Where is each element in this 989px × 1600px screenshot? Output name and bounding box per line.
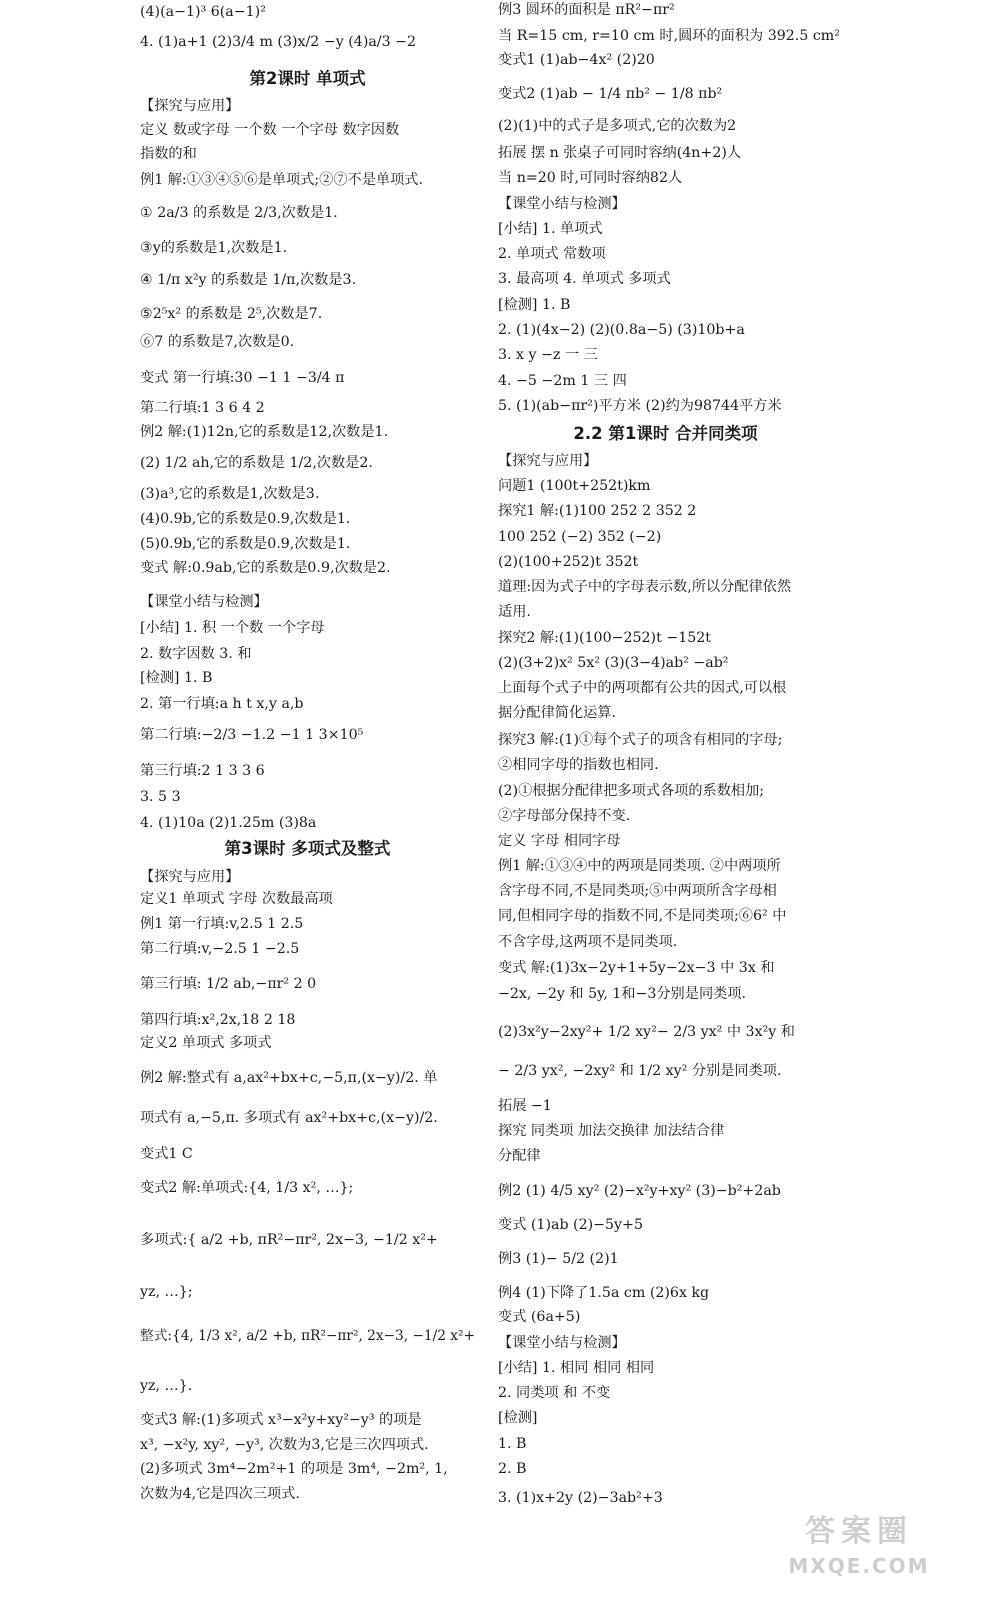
answer-line: [小结] 1. 单项式 <box>498 221 603 237</box>
answer-line: 问题1 (100t+252t)km <box>498 478 651 494</box>
answer-line: x³, −x²y, xy², −y³, 次数为3,它是三次四项式. <box>140 1437 429 1453</box>
answer-line: 100 252 (−2) 352 (−2) <box>498 529 662 545</box>
answer-line: 3. 最高项 4. 单项式 多项式 <box>498 271 671 287</box>
answer-line: (2)(100+252)t 352t <box>498 554 639 570</box>
answer-line: 2. 同类项 和 不变 <box>498 1385 611 1401</box>
answer-line: ① 2a/3 的系数是 2/3,次数是1. <box>140 205 338 221</box>
answer-line: ⑥7 的系数是7,次数是0. <box>140 334 295 350</box>
answer-line: 变式 第一行填:30 −1 1 −3/4 π <box>140 370 345 386</box>
answer-line: 例3 圆环的面积是 πR²−πr² <box>498 2 675 18</box>
answer-line: (2)多项式 3m⁴−2m²+1 的项是 3m⁴, −2m², 1, <box>140 1461 448 1477</box>
answer-line: 变式 解:0.9ab,它的系数是0.9,次数是2. <box>140 560 391 576</box>
answer-line: yz, …}; <box>140 1284 193 1300</box>
answer-line: 2. 第一行填:a h t x,y a,b <box>140 696 304 712</box>
answer-line: 变式2 (1)ab − 1/4 πb² − 1/8 πb² <box>498 86 723 102</box>
answer-line: 3. 5 3 <box>140 789 181 805</box>
answer-line: 探究1 解:(1)100 252 2 352 2 <box>498 503 697 519</box>
answer-line: 第二行填:−2/3 −1.2 −1 1 3×10⁵ <box>140 727 364 743</box>
section-heading: 2.2 第1课时 合并同类项 <box>573 424 758 443</box>
answer-line: 项式有 a,−5,π. 多项式有 ax²+bx+c,(x−y)/2. <box>140 1110 438 1126</box>
answer-line: 拓展 −1 <box>498 1098 552 1114</box>
answer-line: 定义1 单项式 字母 次数最高项 <box>140 891 333 907</box>
answer-line: 1. B <box>498 1436 527 1452</box>
answer-line: 2. 数字因数 3. 和 <box>140 646 252 662</box>
answer-line: 探究3 解:(1)①每个式子的项含有相同的字母; <box>498 732 783 748</box>
answer-line: ②相同字母的指数也相同. <box>498 757 659 773</box>
section-label: 【探究与应用】 <box>498 453 598 469</box>
answer-line: 例4 (1)下降了1.5a cm (2)6x kg <box>498 1285 710 1301</box>
answer-line: 4. −5 −2m 1 三 四 <box>498 373 627 389</box>
answer-line: 定义 数或字母 一个数 一个字母 数字因数 <box>140 122 400 138</box>
answer-line: 第三行填: 1/2 ab,−πr² 2 0 <box>140 976 317 992</box>
answer-line: 3. (1)x+2y (2)−3ab²+3 <box>498 1490 663 1506</box>
section-heading: 第3课时 多项式及整式 <box>224 839 391 858</box>
answer-line: (4)0.9b,它的系数是0.9,次数是1. <box>140 511 351 527</box>
answer-line: [小结] 1. 相同 相同 相同 <box>498 1360 655 1376</box>
answer-line: 例2 (1) 4/5 xy² (2)−x²y+xy² (3)−b²+2ab <box>498 1183 781 1199</box>
answer-line: 变式 (1)ab (2)−5y+5 <box>498 1217 643 1233</box>
answer-line: (2)3x²y−2xy²+ 1/2 xy²− 2/3 yx² 中 3x²y 和 <box>498 1024 795 1040</box>
answer-line: 探究 同类项 加法交换律 加法结合律 <box>498 1123 725 1139</box>
answer-line: 多项式:{ a/2 +b, πR²−πr², 2x−3, −1/2 x²+ <box>140 1232 438 1248</box>
answer-line: ④ 1/π x²y 的系数是 1/π,次数是3. <box>140 272 357 288</box>
answer-line: 分配律 <box>498 1148 541 1164</box>
answer-line: 2. (1)(4x−2) (2)(0.8a−5) (3)10b+a <box>498 322 745 338</box>
answer-line: 拓展 摆 n 张桌子可同时容纳(4n+2)人 <box>498 145 742 161</box>
answer-line: 例1 第一行填:v,2.5 1 2.5 <box>140 916 304 932</box>
answer-line: 例3 (1)− 5/2 (2)1 <box>498 1251 619 1267</box>
answer-line: 不含字母,这两项不是同类项. <box>498 934 678 950</box>
answer-line: (4)(a−1)³ 6(a−1)² <box>140 4 266 20</box>
answer-line: − 2/3 yx², −2xy² 和 1/2 xy² 分别是同类项. <box>498 1063 782 1079</box>
answer-line: 例1 解:①③④⑤⑥是单项式;②⑦不是单项式. <box>140 172 423 188</box>
answer-line: 当 R=15 cm, r=10 cm 时,圆环的面积为 392.5 cm² <box>498 28 840 44</box>
answer-line: −2x, −2y 和 5y, 1和−3分别是同类项. <box>498 986 747 1002</box>
answer-line: 变式1 C <box>140 1146 193 1162</box>
answer-line: 指数的和 <box>140 146 197 162</box>
answer-line: (5)0.9b,它的系数是0.9,次数是1. <box>140 536 351 552</box>
watermark-text-url: MXQE.COM <box>788 1554 930 1578</box>
answer-line: 变式1 (1)ab−4x² (2)20 <box>498 52 655 68</box>
answer-line: 第二行填:1 3 6 4 2 <box>140 400 265 416</box>
answer-line: 含字母不同,不是同类项;⑤中两项所含字母相 <box>498 883 777 899</box>
answer-line: [检测] 1. B <box>140 670 213 686</box>
answer-line: [小结] 1. 积 一个数 一个字母 <box>140 620 325 636</box>
answer-line: 4. (1)10a (2)1.25m (3)8a <box>140 815 317 831</box>
answer-line: ③y的系数是1,次数是1. <box>140 240 288 256</box>
answer-line: 次数为4,它是四次三项式. <box>140 1486 300 1502</box>
answer-line: 定义2 单项式 多项式 <box>140 1035 272 1051</box>
section-label: 【课堂小结与检测】 <box>140 594 268 610</box>
answer-line: ②字母部分保持不变. <box>498 808 631 824</box>
answer-line: 整式:{4, 1/3 x², a/2 +b, πR²−πr², 2x−3, −1/2 x²+ <box>140 1328 475 1344</box>
answer-line: ⑤2⁵x² 的系数是 2⁵,次数是7. <box>140 306 323 322</box>
answer-line: 2. 单项式 常数项 <box>498 246 606 262</box>
answer-line: 适用. <box>498 604 531 620</box>
answer-line: 道理:因为式子中的字母表示数,所以分配律依然 <box>498 579 792 595</box>
answer-line: 上面每个式子中的两项都有公共的因式,可以根 <box>498 680 787 696</box>
answer-line: 2. B <box>498 1461 527 1477</box>
answer-line: [检测] 1. B <box>498 297 571 313</box>
answer-line: 例1 解:①③④中的两项是同类项. ②中两项所 <box>498 858 781 874</box>
answer-line: 变式 (6a+5) <box>498 1309 581 1325</box>
answer-line: 4. (1)a+1 (2)3/4 m (3)x/2 −y (4)a/3 −2 <box>140 34 417 50</box>
answer-line: 变式3 解:(1)多项式 x³−x²y+xy²−y³ 的项是 <box>140 1412 422 1428</box>
answer-line: 定义 字母 相同字母 <box>498 833 621 849</box>
answer-line: 变式2 解:单项式:{4, 1/3 x², …}; <box>140 1180 354 1196</box>
answer-line: [检测] <box>498 1410 538 1426</box>
watermark-text-cn: 答案圈 <box>805 1514 913 1549</box>
section-label: 【课堂小结与检测】 <box>498 1335 626 1351</box>
answer-line: 3. x y −z 一 三 <box>498 347 598 363</box>
answer-line: 例2 解:整式有 a,ax²+bx+c,−5,π,(x−y)/2. 单 <box>140 1070 438 1086</box>
answer-line: (2)(3+2)x² 5x² (3)(3−4)ab² −ab² <box>498 655 729 671</box>
section-heading: 第2课时 单项式 <box>249 69 366 88</box>
answer-line: (2) 1/2 ah,它的系数是 1/2,次数是2. <box>140 455 373 471</box>
answer-line: (3)a³,它的系数是1,次数是3. <box>140 486 320 502</box>
answer-line: 第四行填:x²,2x,18 2 18 <box>140 1012 296 1028</box>
watermark-logo <box>759 1512 959 1592</box>
answer-line: 同,但相同字母的指数不同,不是同类项;⑥6² 中 <box>498 908 787 924</box>
answer-line: 5. (1)(ab−πr²)平方米 (2)约为98744平方米 <box>498 398 782 414</box>
answer-line: yz, …}. <box>140 1378 193 1394</box>
answer-line: (2)①根据分配律把多项式各项的系数相加; <box>498 783 765 799</box>
section-label: 【探究与应用】 <box>140 98 240 114</box>
answer-line: 探究2 解:(1)(100−252)t −152t <box>498 630 711 646</box>
answer-line: (2)(1)中的式子是多项式,它的次数为2 <box>498 118 737 134</box>
section-label: 【探究与应用】 <box>140 869 240 885</box>
answer-line: 当 n=20 时,可同时容纳82人 <box>498 170 683 186</box>
answer-line: 变式 解:(1)3x−2y+1+5y−2x−3 中 3x 和 <box>498 960 775 976</box>
answer-line: 第二行填:v,−2.5 1 −2.5 <box>140 941 300 957</box>
answer-line: 例2 解:(1)12n,它的系数是12,次数是1. <box>140 424 389 440</box>
answer-line: 第三行填:2 1 3 3 6 <box>140 763 265 779</box>
answer-line: 据分配律简化运算. <box>498 705 617 721</box>
section-label: 【课堂小结与检测】 <box>498 196 626 212</box>
